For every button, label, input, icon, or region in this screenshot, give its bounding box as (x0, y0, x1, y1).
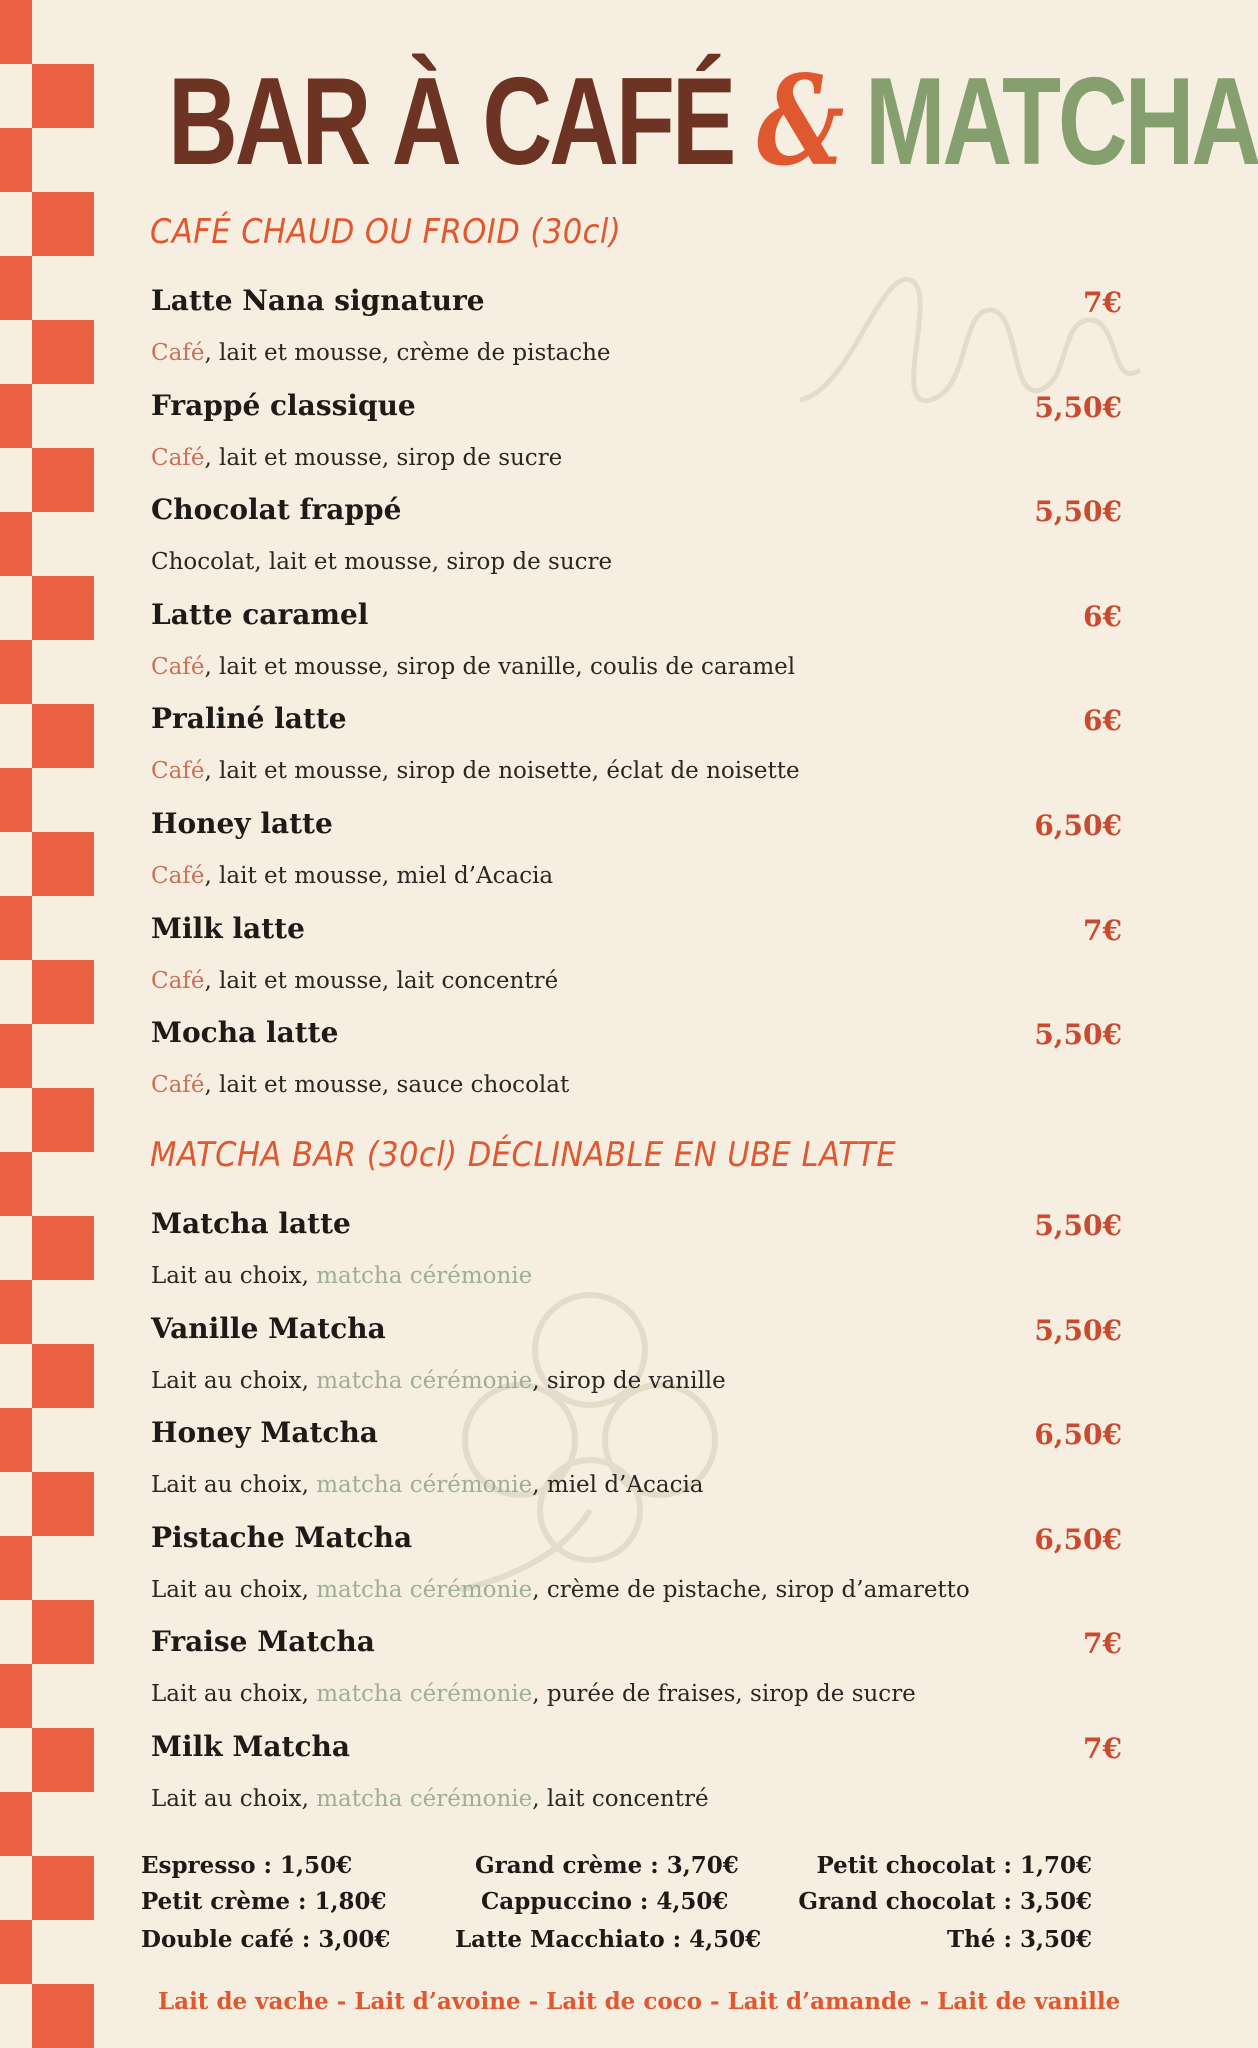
description-desc-pre: Lait au choix, (151, 1472, 317, 1499)
basic-item: Thé : 3,50€ (947, 1926, 1092, 1953)
menu-item-name: Honey Matcha (151, 1416, 378, 1450)
description-desc-hl: Café (151, 653, 205, 680)
menu-item-name: Milk latte (151, 911, 305, 945)
description-desc-rest: , crème de pistache, sirop d’amaretto (532, 1576, 970, 1603)
description-desc-rest: Chocolat, lait et mousse, sirop de sucre (151, 549, 613, 576)
menu-item-price: 6€ (1083, 704, 1122, 738)
basic-item: Double café : 3,00€ (141, 1926, 391, 1953)
description-desc-hl: matcha cérémonie (316, 1472, 533, 1499)
description-desc-rest: , miel d’Acacia (532, 1472, 704, 1499)
menu-item-description (151, 1786, 709, 1812)
description-desc-hl: Café (151, 444, 205, 471)
menu-item-price: 5,50€ (1034, 1313, 1122, 1347)
description-desc-rest: , lait et mousse, sirop de vanille, coulis de caramel (204, 653, 796, 680)
menu-item-price: 6,50€ (1034, 1418, 1122, 1452)
menu-item-description (151, 1072, 569, 1098)
menu-item-price: 7€ (1083, 286, 1122, 319)
menu-item-description (151, 549, 612, 575)
description-desc-pre: Lait au choix, (151, 1576, 317, 1603)
description-desc-hl: matcha cérémonie (316, 1681, 533, 1708)
menu-item-description (151, 340, 611, 366)
title-part2: MATCHA (864, 53, 1258, 191)
menu-item-description (151, 1368, 726, 1394)
basic-item: Latte Macchiato : 4,50€ (455, 1926, 762, 1953)
menu-item-price: 7€ (1083, 1627, 1122, 1661)
menu-item-price: 6€ (1083, 599, 1122, 633)
description-desc-pre: Lait au choix, (151, 1367, 317, 1394)
basic-item: Cappuccino : 4,50€ (481, 1888, 729, 1915)
description-desc-rest: , lait et mousse, sirop de sucre (204, 444, 563, 471)
title-ampersand: & (756, 49, 842, 194)
menu-item-price: 7€ (1083, 913, 1122, 947)
menu-title (168, 49, 1258, 194)
decorative-clover (440, 1280, 740, 1610)
menu-item-name: Matcha latte (151, 1207, 351, 1240)
menu-item-price: 7€ (1083, 1732, 1122, 1765)
menu-item-name: Pistache Matcha (151, 1520, 413, 1554)
description-desc-hl: Café (151, 967, 205, 994)
description-desc-pre: Lait au choix, (151, 1263, 317, 1289)
description-desc-pre: Lait au choix, (151, 1681, 317, 1708)
description-desc-rest: , sirop de vanille (532, 1367, 726, 1394)
description-desc-rest: , lait et mousse, sauce chocolat (204, 1072, 570, 1099)
milk-options: Lait de vache - Lait d’avoine - Lait de coco - Lait d’amande - Lait de vanille (158, 1988, 1121, 2015)
menu-item-name: Latte Nana signature (151, 284, 485, 317)
description-desc-rest: , lait et mousse, crème de pistache (204, 340, 611, 366)
description-desc-rest: , lait concentré (532, 1786, 709, 1812)
menu-item-description (151, 1681, 916, 1707)
description-desc-hl: matcha cérémonie (316, 1263, 533, 1289)
menu-item-price: 5,50€ (1034, 390, 1122, 424)
basic-item: Espresso : 1,50€ (141, 1852, 353, 1879)
menu-item-description (151, 445, 562, 471)
description-desc-hl: Café (151, 863, 205, 889)
description-desc-rest: , lait et mousse, lait concentré (204, 967, 559, 994)
menu-item-description (151, 1577, 970, 1603)
description-desc-hl: matcha cérémonie (316, 1367, 533, 1394)
menu-item-name: Praliné latte (151, 702, 347, 736)
checker-border-middle (32, 0, 62, 2048)
menu-item-description (151, 1472, 704, 1498)
description-desc-hl: Café (151, 340, 205, 366)
basic-item: Grand crème : 3,70€ (475, 1852, 739, 1879)
section-heading: CAFÉ CHAUD OU FROID (30cl) (150, 212, 622, 252)
menu-item-name: Vanille Matcha (151, 1311, 386, 1345)
menu-item-name: Latte caramel (151, 597, 369, 631)
description-desc-hl: Café (151, 758, 205, 785)
title-part1: BAR À CAFÉ (168, 53, 734, 191)
menu-item-name: Chocolat frappé (151, 493, 402, 527)
menu-item-price: 5,50€ (1034, 1209, 1122, 1242)
basic-item: Petit crème : 1,80€ (141, 1888, 387, 1915)
menu-item-price: 6,50€ (1034, 1522, 1122, 1556)
description-desc-hl: matcha cérémonie (316, 1786, 533, 1812)
menu-item-description (151, 654, 795, 680)
menu-item-price: 6,50€ (1034, 809, 1122, 842)
basic-item: Petit chocolat : 1,70€ (816, 1852, 1092, 1879)
basic-item: Grand chocolat : 3,50€ (798, 1888, 1092, 1915)
menu-item-description (151, 758, 800, 784)
menu-item-name: Honey latte (151, 807, 333, 840)
menu-item-description (151, 863, 553, 889)
description-desc-rest: , purée de fraises, sirop de sucre (532, 1681, 916, 1708)
description-desc-rest: , lait et mousse, miel d’Acacia (204, 863, 554, 889)
description-desc-hl: matcha cérémonie (316, 1576, 533, 1603)
menu-item-description (151, 968, 558, 994)
menu-item-price: 5,50€ (1034, 1018, 1122, 1052)
description-desc-pre: Lait au choix, (151, 1786, 317, 1812)
menu-item-name: Frappé classique (151, 388, 416, 422)
menu-item-name: Milk Matcha (151, 1730, 351, 1763)
menu-item-name: Mocha latte (151, 1016, 339, 1050)
menu-item-price: 5,50€ (1034, 495, 1122, 529)
menu-item-description (151, 1263, 532, 1289)
description-desc-rest: , lait et mousse, sirop de noisette, éclat de noisette (204, 758, 800, 785)
section-heading: MATCHA BAR (30cl) DÉCLINABLE EN UBE LATTE (150, 1135, 897, 1175)
description-desc-hl: Café (151, 1072, 205, 1099)
menu-item-name: Fraise Matcha (151, 1625, 375, 1659)
